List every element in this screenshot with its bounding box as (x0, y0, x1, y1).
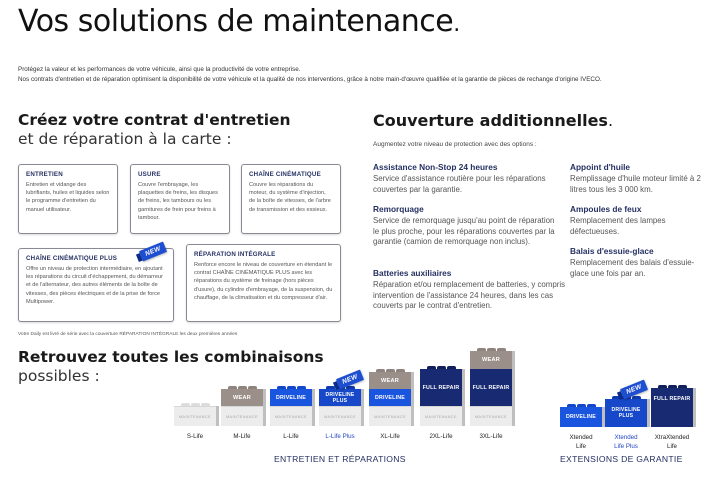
combinations-heading-strong: Retrouvez toutes les combinaisons (18, 348, 324, 366)
option-text: Réparation et/ou remplacement de batteries, y compris intervention de l'assistance 24 heures, dans les cas couverts par le contrat d'entretien. (373, 280, 566, 311)
option-text: Remplissage d'huile moteur limité à 2 litres tous les 3 000 km. (570, 174, 701, 194)
segment-maintenance: MAINTENANCE (270, 406, 312, 426)
option-text: Service de remorquage jusqu'au point de réparation le plus proche, pour les réparations couvertes par la garantie (camion de remorquage non inclus). (373, 216, 555, 247)
package-label: 2XL-Life (429, 433, 453, 440)
package-label-line: XtraXtended (654, 434, 690, 441)
new-badge: NEW (620, 380, 648, 400)
page-title-text: Vos solutions de maintenance (18, 4, 454, 39)
segment-driveline-plus: DRIVELINE PLUS (605, 399, 647, 427)
coverage-subtitle: Augmentez votre niveau de protection avec des options : (373, 141, 537, 148)
card-reparation-integrale (186, 244, 341, 322)
card-usure (130, 164, 230, 234)
package-label: L-Life Plus (325, 433, 355, 440)
intro-paragraph: Nos contrats d'entretien et de réparation optimisent la disponibilité de votre véhicule et la qualité de nos interventions, grâce à notre main-d'œuvre qualifiée et la garantie de pièces de rechange d'origine IVECO. (18, 76, 602, 83)
package-label: M-Life (233, 433, 251, 440)
card-title: RÉPARATION INTÉGRALE (194, 251, 276, 258)
package-label (601, 433, 651, 451)
package-l-life-plus (319, 389, 361, 426)
package-label: XL-Life (380, 433, 400, 440)
segment-driveline: DRIVELINE (270, 389, 312, 406)
option-text: Remplacement des balais d'essuie-glace une fois par an. (570, 258, 695, 278)
segment-maintenance: MAINTENANCE (221, 406, 263, 426)
package-xtraxtended-life (651, 388, 693, 427)
coverage-heading-dot: . (607, 111, 614, 130)
package-label-line: Xtended (569, 434, 593, 441)
option-title: Batteries auxiliaires (373, 268, 452, 278)
segment-wear: WEAR (221, 389, 263, 406)
page-title-dot: . (453, 12, 460, 37)
segment-full-repair: FULL REPAIR (470, 369, 512, 406)
card-text: Renforce encore le niveau de couverture en étendant le contrat CHAÎNE CINÉMATIQUE PLUS avec les réparations du système de freinage (hors pièces d'usure), du cylindre d'embrayage, de la suspension, du chauffage, de la climatisation et du compresseur d'air. (194, 262, 333, 301)
package-label: S-Life (186, 433, 204, 440)
segment-full-repair: FULL REPAIR (420, 369, 462, 406)
contracts-heading-strong: Créez votre contrat d'entretien (18, 111, 291, 129)
segment-wear: WEAR (470, 351, 512, 369)
package-s-life (174, 406, 216, 426)
footnote: Votre Daily est livré de série avec la couverture RÉPARATION INTÉGRALE les deux premières années (18, 332, 238, 337)
card-title: CHAÎNE CINÉMATIQUE PLUS (26, 255, 118, 262)
package-label-line: Life (667, 443, 677, 450)
package-label: 3XL-Life (479, 433, 503, 440)
card-entretien (18, 164, 118, 234)
new-badge: NEW (336, 370, 364, 390)
package-2xl-life (420, 369, 462, 426)
package-xtended-life-plus (605, 399, 647, 427)
option-title: Ampoules de feux (570, 204, 642, 214)
group-label-entretien-reparations: ENTRETIEN ET RÉPARATIONS (274, 454, 406, 464)
option-title: Balais d'essuie-glace (570, 246, 654, 256)
segment-maintenance: MAINTENANCE (174, 406, 216, 426)
combinations-heading (18, 348, 324, 385)
card-chaine-cinematique (241, 164, 341, 234)
option-remorquage (373, 204, 558, 248)
segment-wear: WEAR (369, 372, 411, 389)
package-3xl-life (470, 351, 512, 426)
package-label: L-Life (283, 433, 299, 440)
segment-maintenance: MAINTENANCE (420, 406, 462, 426)
package-m-life (221, 389, 263, 426)
package-xl-life (369, 372, 411, 426)
package-label (645, 433, 699, 451)
segment-driveline: DRIVELINE (560, 407, 602, 427)
intro-paragraph: Protégez la valeur et les performances de votre véhicule, ainsi que la productivité de votre entreprise. (18, 66, 301, 73)
option-ampoules (570, 204, 710, 237)
segment-driveline: DRIVELINE (369, 389, 411, 406)
option-title: Assistance Non-Stop 24 heures (373, 162, 498, 172)
option-appoint-huile (570, 162, 710, 195)
segment-full-repair: FULL REPAIR (651, 388, 693, 427)
card-text: Couvre les réparations du moteur, du système d'injection, de la boîte de vitesses, de l'arbre de transmission et des essieux. (249, 182, 331, 213)
card-title: ENTRETIEN (26, 171, 63, 178)
segment-driveline-plus: DRIVELINE PLUS (319, 389, 361, 406)
contracts-heading-light: et de réparation à la carte : (18, 130, 232, 148)
option-text: Remplacement des lampes défectueuses. (570, 216, 666, 236)
coverage-heading (373, 111, 613, 130)
package-label-line: Life Plus (614, 443, 638, 450)
segment-maintenance: MAINTENANCE (369, 406, 411, 426)
new-badge: NEW (139, 242, 167, 262)
card-title: CHAÎNE CINÉMATIQUE (249, 171, 321, 178)
card-title: USURE (138, 171, 161, 178)
segment-maintenance: MAINTENANCE (470, 406, 512, 426)
package-label (556, 433, 606, 451)
option-text: Service d'assistance routière pour les réparations couvertes par la garantie. (373, 174, 546, 194)
card-text: Entretien et vidange des lubrifiants, huiles et liquides selon le programme d'entretien du manuel utilisateur. (26, 182, 110, 213)
package-l-life (270, 389, 312, 426)
package-label-line: Xtended (614, 434, 638, 441)
option-title: Appoint d'huile (570, 162, 631, 172)
segment-maintenance: MAINTENANCE (319, 406, 361, 426)
option-title: Remorquage (373, 204, 424, 214)
package-label-line: Life (576, 443, 586, 450)
card-text: Offre un niveau de protection intermédiaire, en ajoutant les réparations du circuit d'échappement, du démarreur et de l'alternateur, des autres éléments de la boîte de vitesses, des pièces électriques et de la prise de force Multipower. (26, 266, 163, 305)
combinations-heading-light: possibles : (18, 367, 100, 385)
card-text: Couvre l'embrayage, les plaquettes de freins, les disques de freins, les tambours ou les garnitures de frein pour freins à tambour. (138, 182, 218, 221)
option-batteries (373, 268, 568, 312)
page-title (18, 4, 460, 39)
option-balais (570, 246, 710, 279)
intro-text (18, 65, 708, 85)
coverage-heading-text: Couverture additionnelles (373, 111, 608, 130)
card-chaine-cinematique-plus (18, 248, 174, 322)
package-xtended-life (560, 407, 602, 427)
contracts-heading (18, 111, 291, 148)
option-assistance (373, 162, 568, 195)
group-label-extensions-garantie: EXTENSIONS DE GARANTIE (560, 454, 683, 464)
